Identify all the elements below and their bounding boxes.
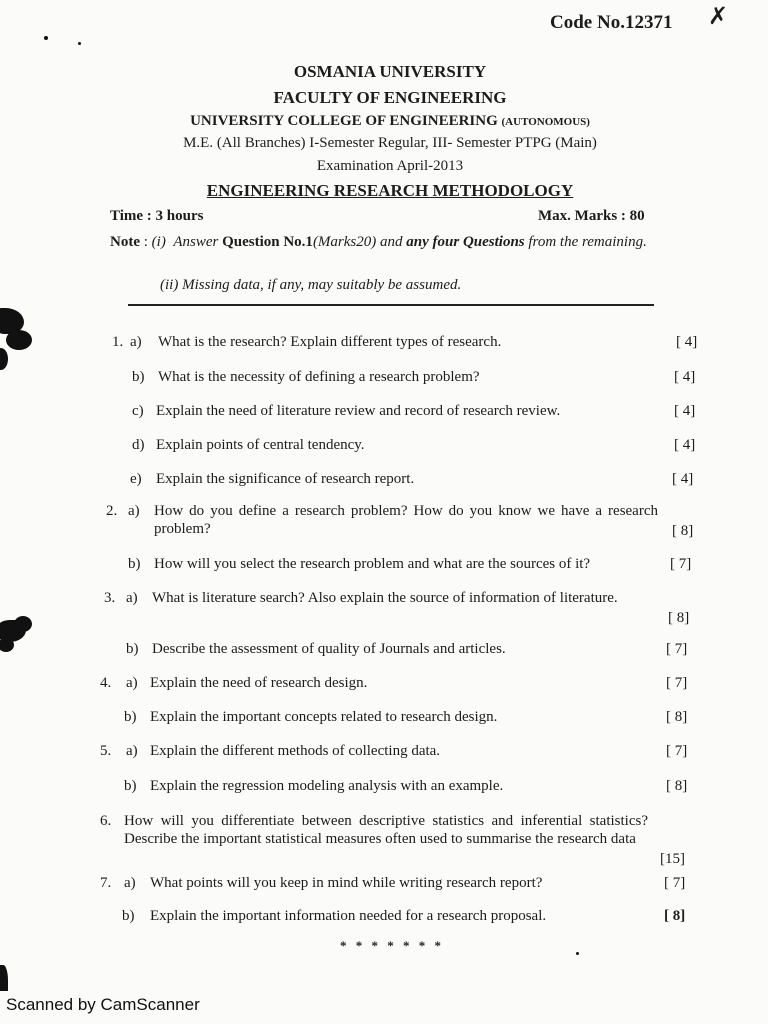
question-marks: [ 4]	[674, 369, 696, 385]
scan-smudge	[6, 330, 32, 350]
note-label: Note	[110, 234, 140, 250]
note-i-bold-1: Question No.1	[222, 234, 313, 250]
scan-smudge	[14, 616, 32, 632]
end-mark: * * * * * * *	[340, 938, 444, 953]
course-line: M.E. (All Branches) I-Semester Regular, III- Semester PTPG (Main)	[183, 135, 597, 151]
question-text: Explain the different methods of collecting data.	[150, 743, 441, 759]
note-i-text-2: (Marks20) and	[312, 234, 407, 250]
note-i: Note : (i) Answer Question No.1(Marks20) and any four Questions from the remaining.	[110, 234, 647, 250]
question-text: Explain the need of literature review and record of research review.	[156, 403, 561, 419]
question-marks: [ 7]	[666, 743, 688, 759]
question-5a	[100, 742, 702, 762]
question-marks: [ 8]	[666, 778, 688, 794]
question-marks: [ 8]	[666, 709, 688, 725]
scan-smudge	[0, 965, 8, 991]
question-marks: [ 4]	[672, 471, 694, 487]
question-text: What is the necessity of defining a research problem?	[158, 369, 480, 385]
question-part: a)	[126, 590, 138, 606]
question-marks: [15]	[660, 851, 685, 867]
question-marks: [ 8]	[664, 908, 686, 924]
code-number: Code No.12371	[550, 12, 673, 33]
note-ii: (ii) Missing data, if any, may suitably be assumed.	[160, 277, 462, 293]
question-part: b)	[126, 641, 139, 657]
scan-smudge	[0, 348, 8, 370]
question-2b	[106, 555, 702, 575]
scan-smudge	[0, 638, 14, 652]
question-marks: [ 7]	[666, 675, 688, 691]
question-marks: [ 4]	[674, 403, 696, 419]
scan-dot	[576, 952, 579, 955]
question-part: a)	[126, 675, 138, 691]
question-text: Explain the important concepts related to research design.	[150, 709, 498, 725]
exam-line: Examination April-2013	[316, 158, 464, 174]
scanner-watermark: Scanned by CamScanner	[6, 995, 200, 1014]
question-text: What is the research? Explain different types of research.	[158, 334, 502, 350]
question-marks: [ 7]	[664, 875, 686, 891]
question-text: Explain the need of research design.	[150, 675, 368, 691]
college-title: UNIVERSITY COLLEGE OF ENGINEERING	[190, 113, 498, 129]
question-1e	[112, 470, 702, 490]
university-name: OSMANIA UNIVERSITY	[293, 62, 487, 81]
question-5b	[100, 777, 702, 797]
question-1d	[112, 436, 702, 456]
question-part: b)	[124, 778, 137, 794]
max-marks: Max. Marks : 80	[538, 208, 645, 224]
question-number: 5.	[100, 743, 112, 759]
question-number: 3.	[104, 590, 116, 606]
question-number: 7.	[100, 875, 112, 891]
question-text: Explain points of central tendency.	[156, 437, 365, 453]
question-text: How do you define a research problem? How do you know we have a research problem?	[154, 503, 658, 537]
question-7b	[100, 907, 702, 927]
question-4b	[100, 708, 702, 728]
question-part: a)	[126, 743, 138, 759]
question-part: d)	[132, 437, 145, 453]
question-marks: [ 7]	[666, 641, 688, 657]
question-number: 1.	[112, 334, 124, 350]
scan-dot	[44, 36, 48, 40]
question-text: How will you select the research problem and what are the sources of it?	[154, 556, 591, 572]
question-1b	[112, 368, 702, 388]
time-allowed: Time : 3 hours	[110, 208, 204, 224]
question-marks: [ 8]	[672, 523, 694, 539]
subject-title: ENGINEERING RESEARCH METHODOLOGY	[206, 181, 574, 200]
question-text: What points will you keep in mind while writing research report?	[150, 875, 543, 891]
question-text: What is literature search? Also explain the source of information of literature.	[152, 590, 618, 606]
handwritten-mark: ✗	[708, 2, 729, 30]
question-part: b)	[128, 556, 141, 572]
note-i-bold-2: any four Questions	[406, 234, 525, 250]
question-part: b)	[132, 369, 145, 385]
question-marks: [ 7]	[670, 556, 692, 572]
question-number: 6.	[100, 813, 112, 829]
question-part: e)	[130, 471, 142, 487]
question-marks: [ 8]	[668, 610, 690, 626]
faculty-name: FACULTY OF ENGINEERING	[273, 88, 507, 107]
question-7a	[100, 874, 702, 894]
question-part: a)	[124, 875, 136, 891]
note-i-text-3: from the remaining.	[524, 234, 647, 250]
question-text: Explain the significance of research report.	[156, 471, 415, 487]
scan-dot	[78, 42, 81, 45]
question-3b	[104, 640, 702, 660]
question-number: 2.	[106, 503, 118, 519]
question-part: a)	[128, 503, 140, 519]
question-4a	[100, 674, 702, 694]
note-i-prefix: (i)	[151, 234, 166, 250]
question-3a	[104, 589, 702, 629]
question-2a	[106, 502, 702, 542]
question-marks: [ 4]	[674, 437, 696, 453]
college-name	[100, 113, 680, 130]
question-part: c)	[132, 403, 144, 419]
note-i-text-1: Answer	[173, 234, 223, 250]
question-text: How will you differentiate between descriptive statistics and inferential statistics? Describe the important statistical measures often used to summarise the research data	[124, 813, 648, 847]
divider-rule	[128, 304, 654, 306]
question-number: 4.	[100, 675, 112, 691]
question-text: Explain the important information needed for a research proposal.	[150, 908, 547, 924]
question-part: b)	[124, 709, 137, 725]
question-6	[100, 812, 702, 872]
question-part: a)	[130, 334, 142, 350]
question-1c	[112, 402, 702, 422]
question-part: b)	[122, 908, 135, 924]
question-1a	[112, 333, 702, 353]
question-text: Explain the regression modeling analysis with an example.	[150, 778, 504, 794]
question-text: Describe the assessment of quality of Journals and articles.	[152, 641, 506, 657]
question-marks: [ 4]	[676, 334, 698, 350]
college-suffix: (AUTONOMOUS)	[501, 116, 590, 128]
